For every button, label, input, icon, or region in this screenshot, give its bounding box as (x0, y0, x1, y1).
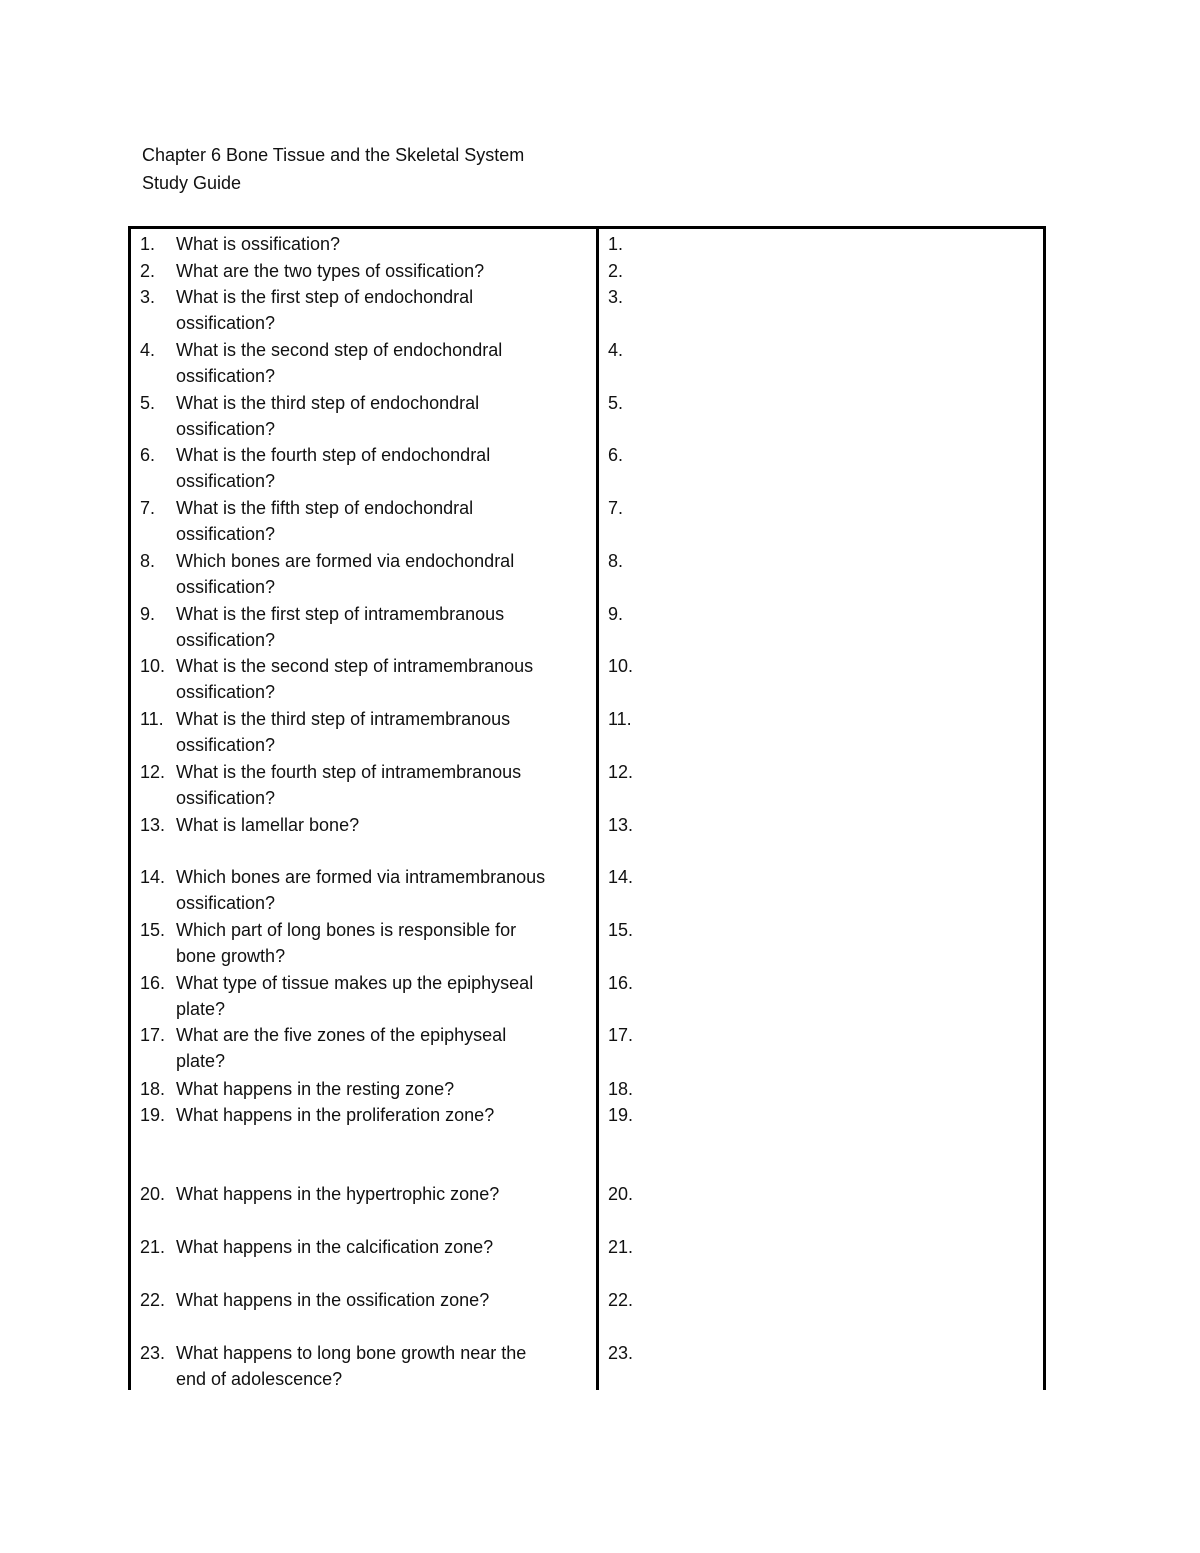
answer-number: 15. (608, 920, 634, 940)
question-text: What happens in the proliferation zone? (176, 1105, 495, 1125)
answer-number: 5. (608, 393, 624, 413)
question-number: 11. (140, 709, 164, 729)
answer-number: 19. (608, 1105, 634, 1125)
answer-number: 7. (608, 498, 624, 518)
question-text: What is the fourth step of endochondral ossification? (176, 445, 491, 491)
question-number: 21. (140, 1237, 166, 1257)
answer-number: 14. (608, 867, 634, 887)
question-text: What is the second step of intramembranous ossification? (176, 656, 534, 702)
answer-number: 23. (608, 1343, 634, 1363)
question-number: 19. (140, 1105, 166, 1125)
question-number: 3. (140, 287, 156, 307)
question-number: 13. (140, 815, 166, 835)
answer-number: 1. (608, 234, 624, 254)
answer-number: 20. (608, 1184, 634, 1204)
answer-number: 10. (608, 656, 634, 676)
question-text: What is the first step of intramembranous ossification? (176, 604, 505, 650)
question-number: 16. (140, 973, 166, 993)
question-text: What is the first step of endochondral ossification? (176, 287, 474, 333)
question-text: What is the third step of endochondral ossification? (176, 393, 480, 439)
answer-number: 21. (608, 1237, 634, 1257)
question-number: 7. (140, 498, 156, 518)
question-number: 6. (140, 445, 156, 465)
question-number: 9. (140, 604, 156, 624)
answer-number: 9. (608, 604, 624, 624)
column-divider (596, 229, 599, 1390)
question-text: What happens in the ossification zone? (176, 1290, 490, 1310)
question-text: Which bones are formed via endochondral ossification? (176, 551, 515, 597)
question-text: What is lamellar bone? (176, 815, 360, 835)
answer-number: 12. (608, 762, 634, 782)
answer-number: 6. (608, 445, 624, 465)
question-text: What is the fifth step of endochondral ossification? (176, 498, 474, 544)
question-number: 18. (140, 1079, 166, 1099)
question-number: 14. (140, 867, 166, 887)
answer-number: 3. (608, 287, 624, 307)
question-text: What type of tissue makes up the epiphyseal plate? (176, 973, 534, 1019)
answer-number: 17. (608, 1025, 634, 1045)
answer-number: 16. (608, 973, 634, 993)
question-number: 23. (140, 1343, 166, 1363)
question-number: 22. (140, 1290, 166, 1310)
question-number: 2. (140, 261, 156, 281)
question-text: What is the fourth step of intramembranous ossification? (176, 762, 522, 808)
question-text: Which bones are formed via intramembranous ossification? (176, 867, 546, 913)
page-title: Chapter 6 Bone Tissue and the Skeletal System (142, 145, 525, 165)
answer-number: 13. (608, 815, 634, 835)
question-number: 10. (140, 656, 166, 676)
question-text: What are the five zones of the epiphyseal plate? (176, 1025, 507, 1071)
question-text: What are the two types of ossification? (176, 261, 485, 281)
page-subtitle: Study Guide (142, 173, 242, 193)
answer-number: 11. (608, 709, 632, 729)
answer-number: 8. (608, 551, 624, 571)
question-text: What happens in the calcification zone? (176, 1237, 494, 1257)
question-text: What happens in the resting zone? (176, 1079, 455, 1099)
answer-number: 2. (608, 261, 624, 281)
question-number: 20. (140, 1184, 166, 1204)
question-text: What is the third step of intramembranous ossification? (176, 709, 511, 755)
question-number: 15. (140, 920, 166, 940)
question-text: What happens in the hypertrophic zone? (176, 1184, 500, 1204)
answer-number: 22. (608, 1290, 634, 1310)
question-text: What is the second step of endochondral ossification? (176, 340, 503, 386)
question-text: What is ossification? (176, 234, 341, 254)
answer-number: 4. (608, 340, 624, 360)
question-number: 4. (140, 340, 156, 360)
question-number: 8. (140, 551, 156, 571)
question-number: 12. (140, 762, 166, 782)
answer-number: 18. (608, 1079, 634, 1099)
study-guide-table (128, 226, 1046, 1390)
question-number: 17. (140, 1025, 166, 1045)
question-number: 5. (140, 393, 156, 413)
question-text: Which part of long bones is responsible for bone growth? (176, 920, 517, 966)
question-text: What happens to long bone growth near the end of adolescence? (176, 1343, 527, 1389)
question-number: 1. (140, 234, 156, 254)
